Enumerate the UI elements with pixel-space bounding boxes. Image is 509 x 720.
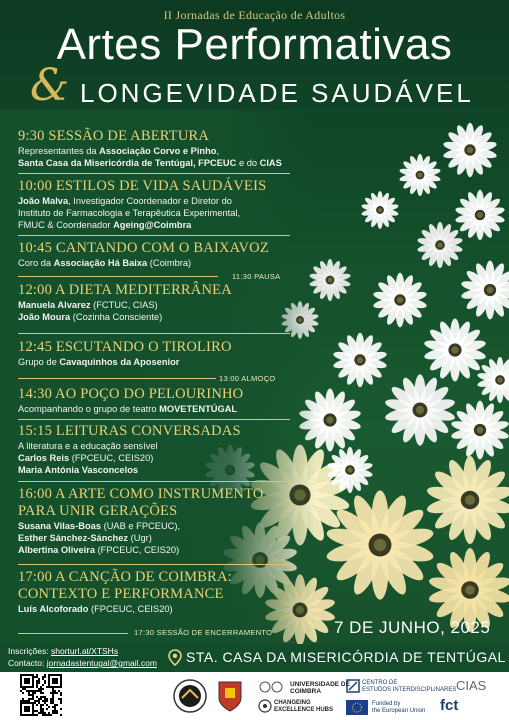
session-desc: João Malva, Investigador Coordenador e Diretor do Instituto de Farmacologia e Terapêutica Experimental, FMUC & Coordenador Ageing@Coimbra [18,196,241,230]
session-title: 10:00 ESTILOS DE VIDA SAUDÁVEIS [18,178,267,194]
session-title-cont: CONTEXTO E PERFORMANCE [18,586,224,602]
logo-uc: UNIVERSIDADE DE COIMBRA [290,681,350,695]
registration-line [8,646,118,656]
separator [18,633,128,634]
qr-code[interactable] [20,674,62,716]
session-dieta-mediterranea [18,282,232,323]
registration-label: Inscrições: [8,646,51,656]
session-desc: Representantes da Associação Corvo e Pinho, Santa Casa da Misericórdia de Tentúgal, FPCEUC e do CIAS [18,146,282,168]
location-pin-icon [168,649,182,671]
pause-label: 11:30 PAUSA [232,272,281,281]
logo-changeing-icon [258,699,272,713]
session-desc: Acompanhando o grupo de teatro MOVETENTÚGAL [18,404,238,414]
venue-name: STA. CASA DA MISERICÓRDIA DE TENTÚGAL [186,649,506,665]
separator [18,235,290,236]
event-date: 7 DE JUNHO, 2025 [334,618,491,637]
title-longevidade: LONGEVIDADE SAUDÁVEL [80,78,474,108]
logo-ceis-icon [346,679,360,693]
session-desc: Susana Vilas-Boas (UAB e FPCEUC), Esther Sánchez-Sánchez (Ugr) Albertina Oliveira (FPCEUC, CEIS20) [18,521,181,555]
session-cancao-coimbra [18,569,232,615]
session-title-cont: PARA UNIR GERAÇÕES [18,503,178,519]
session-title: 10:45 CANTANDO COM O BAIXAVOZ [18,240,269,256]
session-tiroliro [18,339,232,368]
title-artes-performativas: Artes Performativas [56,20,453,69]
session-baixavoz [18,240,269,269]
registration-link[interactable]: shorturl.at/XTSHs [51,646,119,656]
session-desc: A literatura e a educação sensível Carlos Reis (FPCEUC, CEIS20) Maria Antónia Vasconcelos [18,441,158,475]
session-desc: Grupo de Cavaquinhos da Aposenior [18,357,180,367]
logo-uc-emblem [258,680,284,694]
separator [18,378,216,379]
separator [18,419,290,420]
session-title: 15:15 LEITURAS CONVERSADAS [18,423,241,439]
logo-seal-1 [172,678,208,714]
separator [18,173,290,174]
separator [18,564,290,565]
session-desc: Coro da Associação Há Baixa (Coimbra) [18,258,192,268]
lunch-label: 13:00 ALMOÇO [219,374,276,383]
event-kicker: II Jornadas de Educação de Adultos [163,8,346,22]
contact-line [8,658,157,668]
logo-coat-of-arms [216,678,244,714]
closing-label: 17:30 SESSÃO DE ENCERRAMENTO [134,628,273,637]
session-estilos-de-vida [18,178,266,231]
logo-cias: CIAS [456,678,487,693]
ampersand: & [30,60,70,111]
separator [18,276,218,277]
separator [18,481,290,482]
session-title: 12:00 A DIETA MEDITERRÂNEA [18,282,232,298]
logo-fct: fct [440,697,459,714]
separator [18,333,290,334]
session-abertura [18,128,282,169]
logo-eu: Funded by the European Union [372,701,426,714]
session-leituras [18,423,241,476]
session-desc: Luís Alcoforado (FPCEUC, CEIS20) [18,604,173,614]
contact-label: Contacto: [8,658,47,668]
session-poco-pelourinho [18,386,243,415]
session-title: 12:45 ESCUTANDO O TIROLIRO [18,339,232,355]
session-title: 14:30 AO POÇO DO PELOURINHO [18,386,244,402]
contact-email-link[interactable]: jornadastentugal@gmail.com [46,658,157,668]
eu-flag-icon [346,700,368,715]
session-title: 17:00 A CANÇÃO DE COIMBRA: [18,569,232,585]
logo-changeing: CHANGEING EXCELLENCE HUBS [274,700,334,713]
session-desc: Manuela Alvarez (FCTUC, CIAS) João Moura (Cozinha Consciente) [18,300,163,322]
logo-ceis: CENTRO DE ESTUDOS INTERDISCIPLINARES [362,680,457,693]
session-arte-instrumento [18,486,264,556]
session-title: 9:30 SESSÃO DE ABERTURA [18,128,210,144]
session-title: 16:00 A ARTE COMO INSTRUMENTO [18,486,264,502]
